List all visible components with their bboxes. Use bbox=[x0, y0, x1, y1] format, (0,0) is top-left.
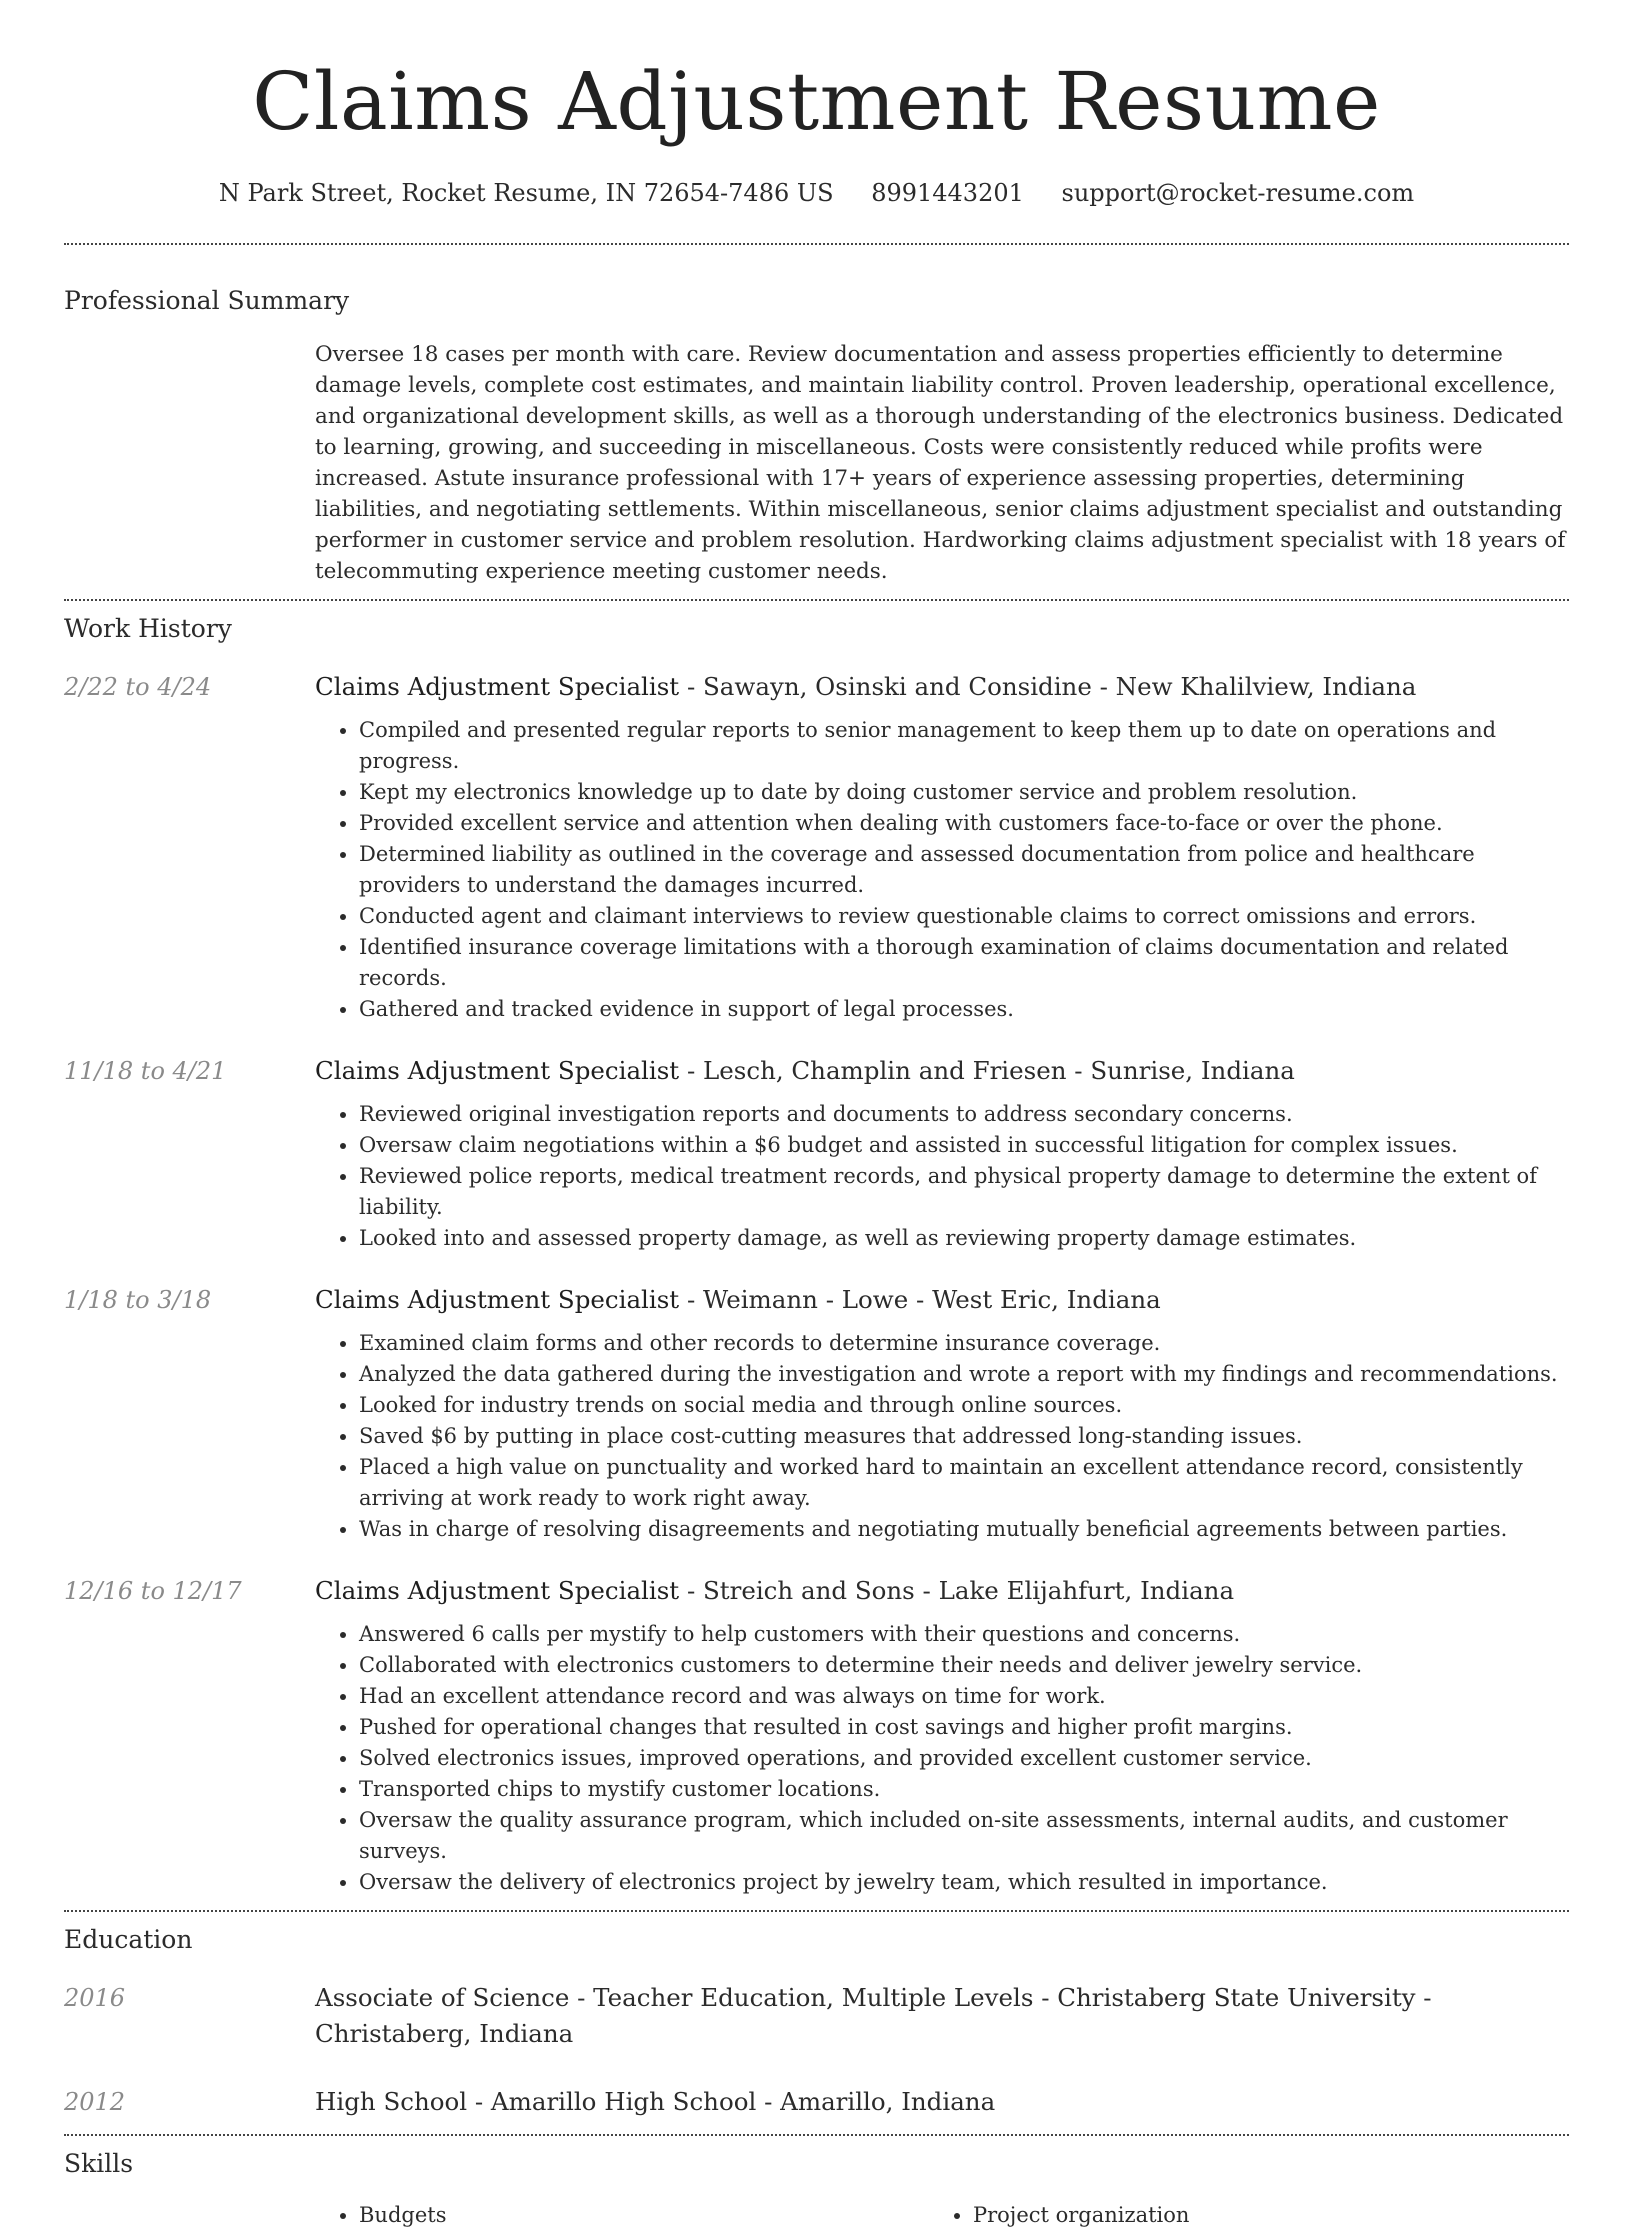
job-title bbox=[315, 1575, 1569, 1607]
skill-item: • Budgets bbox=[359, 2200, 929, 2231]
job-company: - Lesch, Champlin and Friesen - Sunrise, Indiana bbox=[679, 1056, 1295, 1085]
degree: Associate of Science - Teacher Education, Multiple Levels bbox=[315, 1983, 1034, 2012]
list-item: • Transported chips to mystify customer locations. bbox=[359, 1774, 1569, 1805]
job-entry bbox=[64, 671, 1569, 1025]
job-bullets bbox=[315, 1619, 1569, 1898]
job-bullets bbox=[315, 1328, 1569, 1545]
job-bullets bbox=[315, 715, 1569, 1025]
section-divider bbox=[64, 2134, 1569, 2136]
skills-column-left bbox=[315, 2200, 929, 2231]
skill-item: • Project organization bbox=[973, 2200, 1543, 2231]
list-item: • Determined liability as outlined in the coverage and assessed documentation from police and healthcare providers to understand the damages incurred. bbox=[359, 839, 1569, 901]
job-bullets bbox=[315, 1099, 1569, 1254]
skills-column-right bbox=[929, 2200, 1543, 2231]
summary-text: Oversee 18 cases per month with care. Review documentation and assess properties efficiently to determine damage levels, complete cost estimates, and maintain liability control. Proven leadership, operational excellence, and organizational development skills, as well as a thorough understanding of the electronics business. Dedicated to learning, growing, and succeeding in miscellaneous. Costs were consistently reduced while profits were increased. Astute insurance professional with 17+ years of experience assessing properties, determining liabilities, and negotiating settlements. Within miscellaneous, senior claims adjustment specialist and outstanding performer in customer service and problem resolution. Hardworking claims adjustment specialist with 18 years of telecommuting experience meeting customer needs. bbox=[315, 342, 1566, 584]
job-company: - Streich and Sons - Lake Elijahfurt, Indiana bbox=[679, 1576, 1235, 1605]
list-item: • Oversaw the quality assurance program, which included on-site assessments, internal audits, and customer surveys. bbox=[359, 1805, 1569, 1867]
job-dates: 1/18 to 3/18 bbox=[64, 1286, 212, 1314]
phone: 8991443201 bbox=[871, 179, 1024, 207]
section-title-work: Work History bbox=[64, 614, 232, 643]
section-title-summary: Professional Summary bbox=[64, 286, 350, 315]
section-divider bbox=[64, 1910, 1569, 1912]
list-item: • Collaborated with electronics customers to determine their needs and deliver jewelry service. bbox=[359, 1650, 1569, 1681]
list-item: • Examined claim forms and other records to determine insurance coverage. bbox=[359, 1328, 1569, 1359]
education-entry bbox=[64, 2084, 1569, 2120]
list-item: • Oversaw the delivery of electronics project by jewelry team, which resulted in importance. bbox=[359, 1867, 1569, 1898]
list-item: • Had an excellent attendance record and was always on time for work. bbox=[359, 1681, 1569, 1712]
education-section bbox=[64, 1924, 1569, 2120]
job-role: Claims Adjustment Specialist bbox=[315, 1056, 680, 1085]
degree: High School bbox=[315, 2087, 468, 2116]
job-role: Claims Adjustment Specialist bbox=[315, 1576, 680, 1605]
school: - Amarillo High School - Amarillo, Indiana bbox=[467, 2087, 996, 2116]
job-title bbox=[315, 671, 1569, 703]
list-item: • Reviewed police reports, medical treatment records, and physical property damage to determine the extent of liability. bbox=[359, 1161, 1569, 1223]
list-item: • Identified insurance coverage limitations with a thorough examination of claims documentation and related records. bbox=[359, 932, 1569, 994]
list-item: • Gathered and tracked evidence in support of legal processes. bbox=[359, 994, 1569, 1025]
list-item: • Looked into and assessed property damage, as well as reviewing property damage estimates. bbox=[359, 1223, 1569, 1254]
list-item: • Reviewed original investigation reports and documents to address secondary concerns. bbox=[359, 1099, 1569, 1130]
list-item: • Placed a high value on punctuality and worked hard to maintain an excellent attendance record, consistently arriving at work ready to work right away. bbox=[359, 1452, 1569, 1514]
contact-line bbox=[64, 176, 1569, 210]
education-year: 2012 bbox=[64, 2088, 126, 2116]
school: - Christaberg State University - Christaberg, Indiana bbox=[315, 1983, 1432, 2048]
job-company: - Sawayn, Osinski and Considine - New Khalilview, Indiana bbox=[679, 672, 1417, 701]
job-company: - Weimann - Lowe - West Eric, Indiana bbox=[679, 1285, 1161, 1314]
job-title bbox=[315, 1055, 1569, 1087]
list-item: • Provided excellent service and attention when dealing with customers face-to-face or over the phone. bbox=[359, 808, 1569, 839]
list-item: • Saved $6 by putting in place cost-cutting measures that addressed long-standing issues. bbox=[359, 1421, 1569, 1452]
education-year: 2016 bbox=[64, 1984, 126, 2012]
list-item: • Looked for industry trends on social media and through online sources. bbox=[359, 1390, 1569, 1421]
email[interactable]: support@rocket-resume.com bbox=[1061, 179, 1415, 207]
job-entry bbox=[64, 1055, 1569, 1254]
list-item: • Was in charge of resolving disagreements and negotiating mutually beneficial agreements between parties. bbox=[359, 1514, 1569, 1545]
list-item: • Compiled and presented regular reports to senior management to keep them up to date on operations and progress. bbox=[359, 715, 1569, 777]
list-item: • Kept my electronics knowledge up to date by doing customer service and problem resolution. bbox=[359, 777, 1569, 808]
job-dates: 11/18 to 4/21 bbox=[64, 1057, 227, 1085]
job-dates: 12/16 to 12/17 bbox=[64, 1577, 242, 1605]
summary-section bbox=[64, 285, 1569, 587]
section-divider bbox=[64, 243, 1569, 245]
list-item: • Analyzed the data gathered during the investigation and wrote a report with my findings and recommendations. bbox=[359, 1359, 1569, 1390]
list-item: • Conducted agent and claimant interviews to review questionable claims to correct omissions and errors. bbox=[359, 901, 1569, 932]
job-entry bbox=[64, 1575, 1569, 1898]
section-title-education: Education bbox=[64, 1925, 193, 1954]
job-title bbox=[315, 1284, 1569, 1316]
education-title bbox=[315, 2084, 1569, 2120]
list-item: • Answered 6 calls per mystify to help customers with their questions and concerns. bbox=[359, 1619, 1569, 1650]
job-role: Claims Adjustment Specialist bbox=[315, 1285, 680, 1314]
list-item: • Solved electronics issues, improved operations, and provided excellent customer service. bbox=[359, 1743, 1569, 1774]
education-title bbox=[315, 1980, 1569, 2052]
job-entry bbox=[64, 1284, 1569, 1545]
job-role: Claims Adjustment Specialist bbox=[315, 672, 680, 701]
skills-section bbox=[64, 2148, 1569, 2231]
list-item: • Oversaw claim negotiations within a $6 budget and assisted in successful litigation for complex issues. bbox=[359, 1130, 1569, 1161]
education-entry bbox=[64, 1980, 1569, 2052]
resume-page bbox=[64, 0, 1569, 2231]
resume-title: Claims Adjustment Resume bbox=[252, 55, 1381, 148]
list-item: • Pushed for operational changes that resulted in cost savings and higher profit margins. bbox=[359, 1712, 1569, 1743]
section-divider bbox=[64, 599, 1569, 601]
job-dates: 2/22 to 4/24 bbox=[64, 673, 212, 701]
address: N Park Street, Rocket Resume, IN 72654-7486 US bbox=[218, 179, 834, 207]
work-section bbox=[64, 613, 1569, 1898]
skills-list bbox=[315, 2200, 1569, 2231]
section-title-skills: Skills bbox=[64, 2149, 134, 2178]
